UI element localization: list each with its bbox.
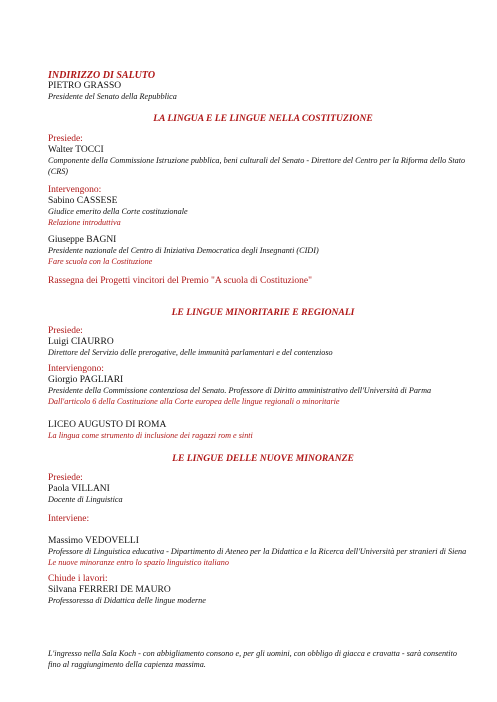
session2-speaker-label: Interviengono: — [48, 364, 104, 374]
greeting-heading: INDIRIZZO DI SALUTO — [48, 70, 156, 81]
session2-chair-name: Luigi CIAURRO — [48, 337, 114, 347]
session1-review — [48, 276, 478, 287]
greeting-name: PIETRO GRASSO — [48, 81, 122, 91]
session1-speaker2 — [48, 235, 478, 267]
session2-chair-role: Direttore del Servizio delle prerogative, delle immunità parlamentari e del contenzioso — [48, 348, 333, 357]
session2-chair — [48, 326, 478, 359]
speaker-pagliari-name: Giorgio PAGLIARI — [48, 375, 124, 385]
closing-label: Chiude i lavori: — [48, 574, 108, 584]
review-text: Rassegna dei Progetti vincitori del Premio "A scuola di Costituzione" — [48, 276, 312, 286]
session3-closing — [48, 574, 478, 607]
session2-speaker — [48, 364, 478, 407]
session1-speakers — [48, 185, 478, 228]
session1-chair — [48, 134, 478, 177]
session3-speaker-label-wrap — [48, 514, 478, 525]
session2-title: LE LINGUE MINORITARIE E REGIONALI — [171, 307, 355, 318]
session1-title-wrap — [48, 113, 478, 124]
session1-chair-role: Componente della Commissione Istruzione pubblica, beni culturali del Senato - Direttore del Centro per la Riforma dello Stato (CRS) — [48, 156, 466, 176]
session1-title: LA LINGUA E LE LINGUE NELLA COSTITUZIONE — [153, 113, 373, 124]
session2-school — [48, 420, 478, 442]
speaker-bagni-name: Giuseppe BAGNI — [48, 235, 117, 245]
session1-speakers-label: Intervengono: — [48, 185, 102, 195]
session3-title-wrap — [48, 453, 478, 464]
session1-chair-name: Walter TOCCI — [48, 145, 104, 155]
greeting-section — [48, 70, 478, 103]
footer-note-wrap — [48, 648, 458, 670]
school-name: LICEO AUGUSTO DI ROMA — [48, 420, 167, 430]
speaker-vedovelli-role: Professore di Linguistica educativa - Dipartimento di Ateneo per la Didattica e la Ricerca dell'Università per stranieri di Siena — [48, 547, 467, 556]
closing-role: Professoressa di Didattica delle lingue moderne — [48, 596, 206, 605]
closing-name: Silvana FERRERI DE MAURO — [48, 585, 171, 595]
speaker-cassese-role: Giudice emerito della Corte costituzionale — [48, 207, 188, 216]
session3-chair — [48, 473, 478, 506]
greeting-role: Presidente del Senato della Repubblica — [48, 92, 177, 101]
session1-chair-label: Presiede: — [48, 134, 83, 144]
school-talk: La lingua come strumento di inclusione dei ragazzi rom e sinti — [48, 431, 253, 440]
session3-title: LE LINGUE DELLE NUOVE MINORANZE — [172, 453, 354, 464]
session2-chair-label: Presiede: — [48, 326, 83, 336]
session3-speaker — [48, 536, 478, 568]
speaker-cassese-name: Sabino CASSESE — [48, 196, 118, 206]
footer-note: L'ingresso nella Sala Koch - con abbigliamento consono e, per gli uomini, con obbligo di giacca e cravatta - sarà consentito fino al raggiungimento della capienza massima. — [48, 649, 457, 669]
speaker-pagliari-talk: Dall'articolo 6 della Costituzione alla Corte europea delle lingue regionali o minoritarie — [48, 396, 340, 406]
speaker-bagni-talk: Fare scuola con la Costituzione — [48, 256, 153, 266]
speaker-vedovelli-talk: Le nuove minoranze entro lo spazio linguistico italiano — [48, 557, 229, 567]
session2-title-wrap — [48, 307, 478, 318]
speaker-vedovelli-name: Massimo VEDOVELLI — [48, 536, 139, 546]
speaker-bagni-role: Presidente nazionale del Centro di Iniziativa Democratica degli Insegnanti (CIDI) — [48, 246, 319, 255]
session3-speaker-label: Interviene: — [48, 514, 90, 524]
session3-chair-label: Presiede: — [48, 473, 83, 483]
session3-chair-name: Paola VILLANI — [48, 484, 110, 494]
session3-chair-role: Docente di Linguistica — [48, 495, 123, 504]
speaker-cassese-talk: Relazione introduttiva — [48, 217, 121, 227]
speaker-pagliari-role: Presidente della Commissione contenziosa del Senato. Professore di Diritto amministrativo dell'Università di Parma — [48, 386, 432, 395]
